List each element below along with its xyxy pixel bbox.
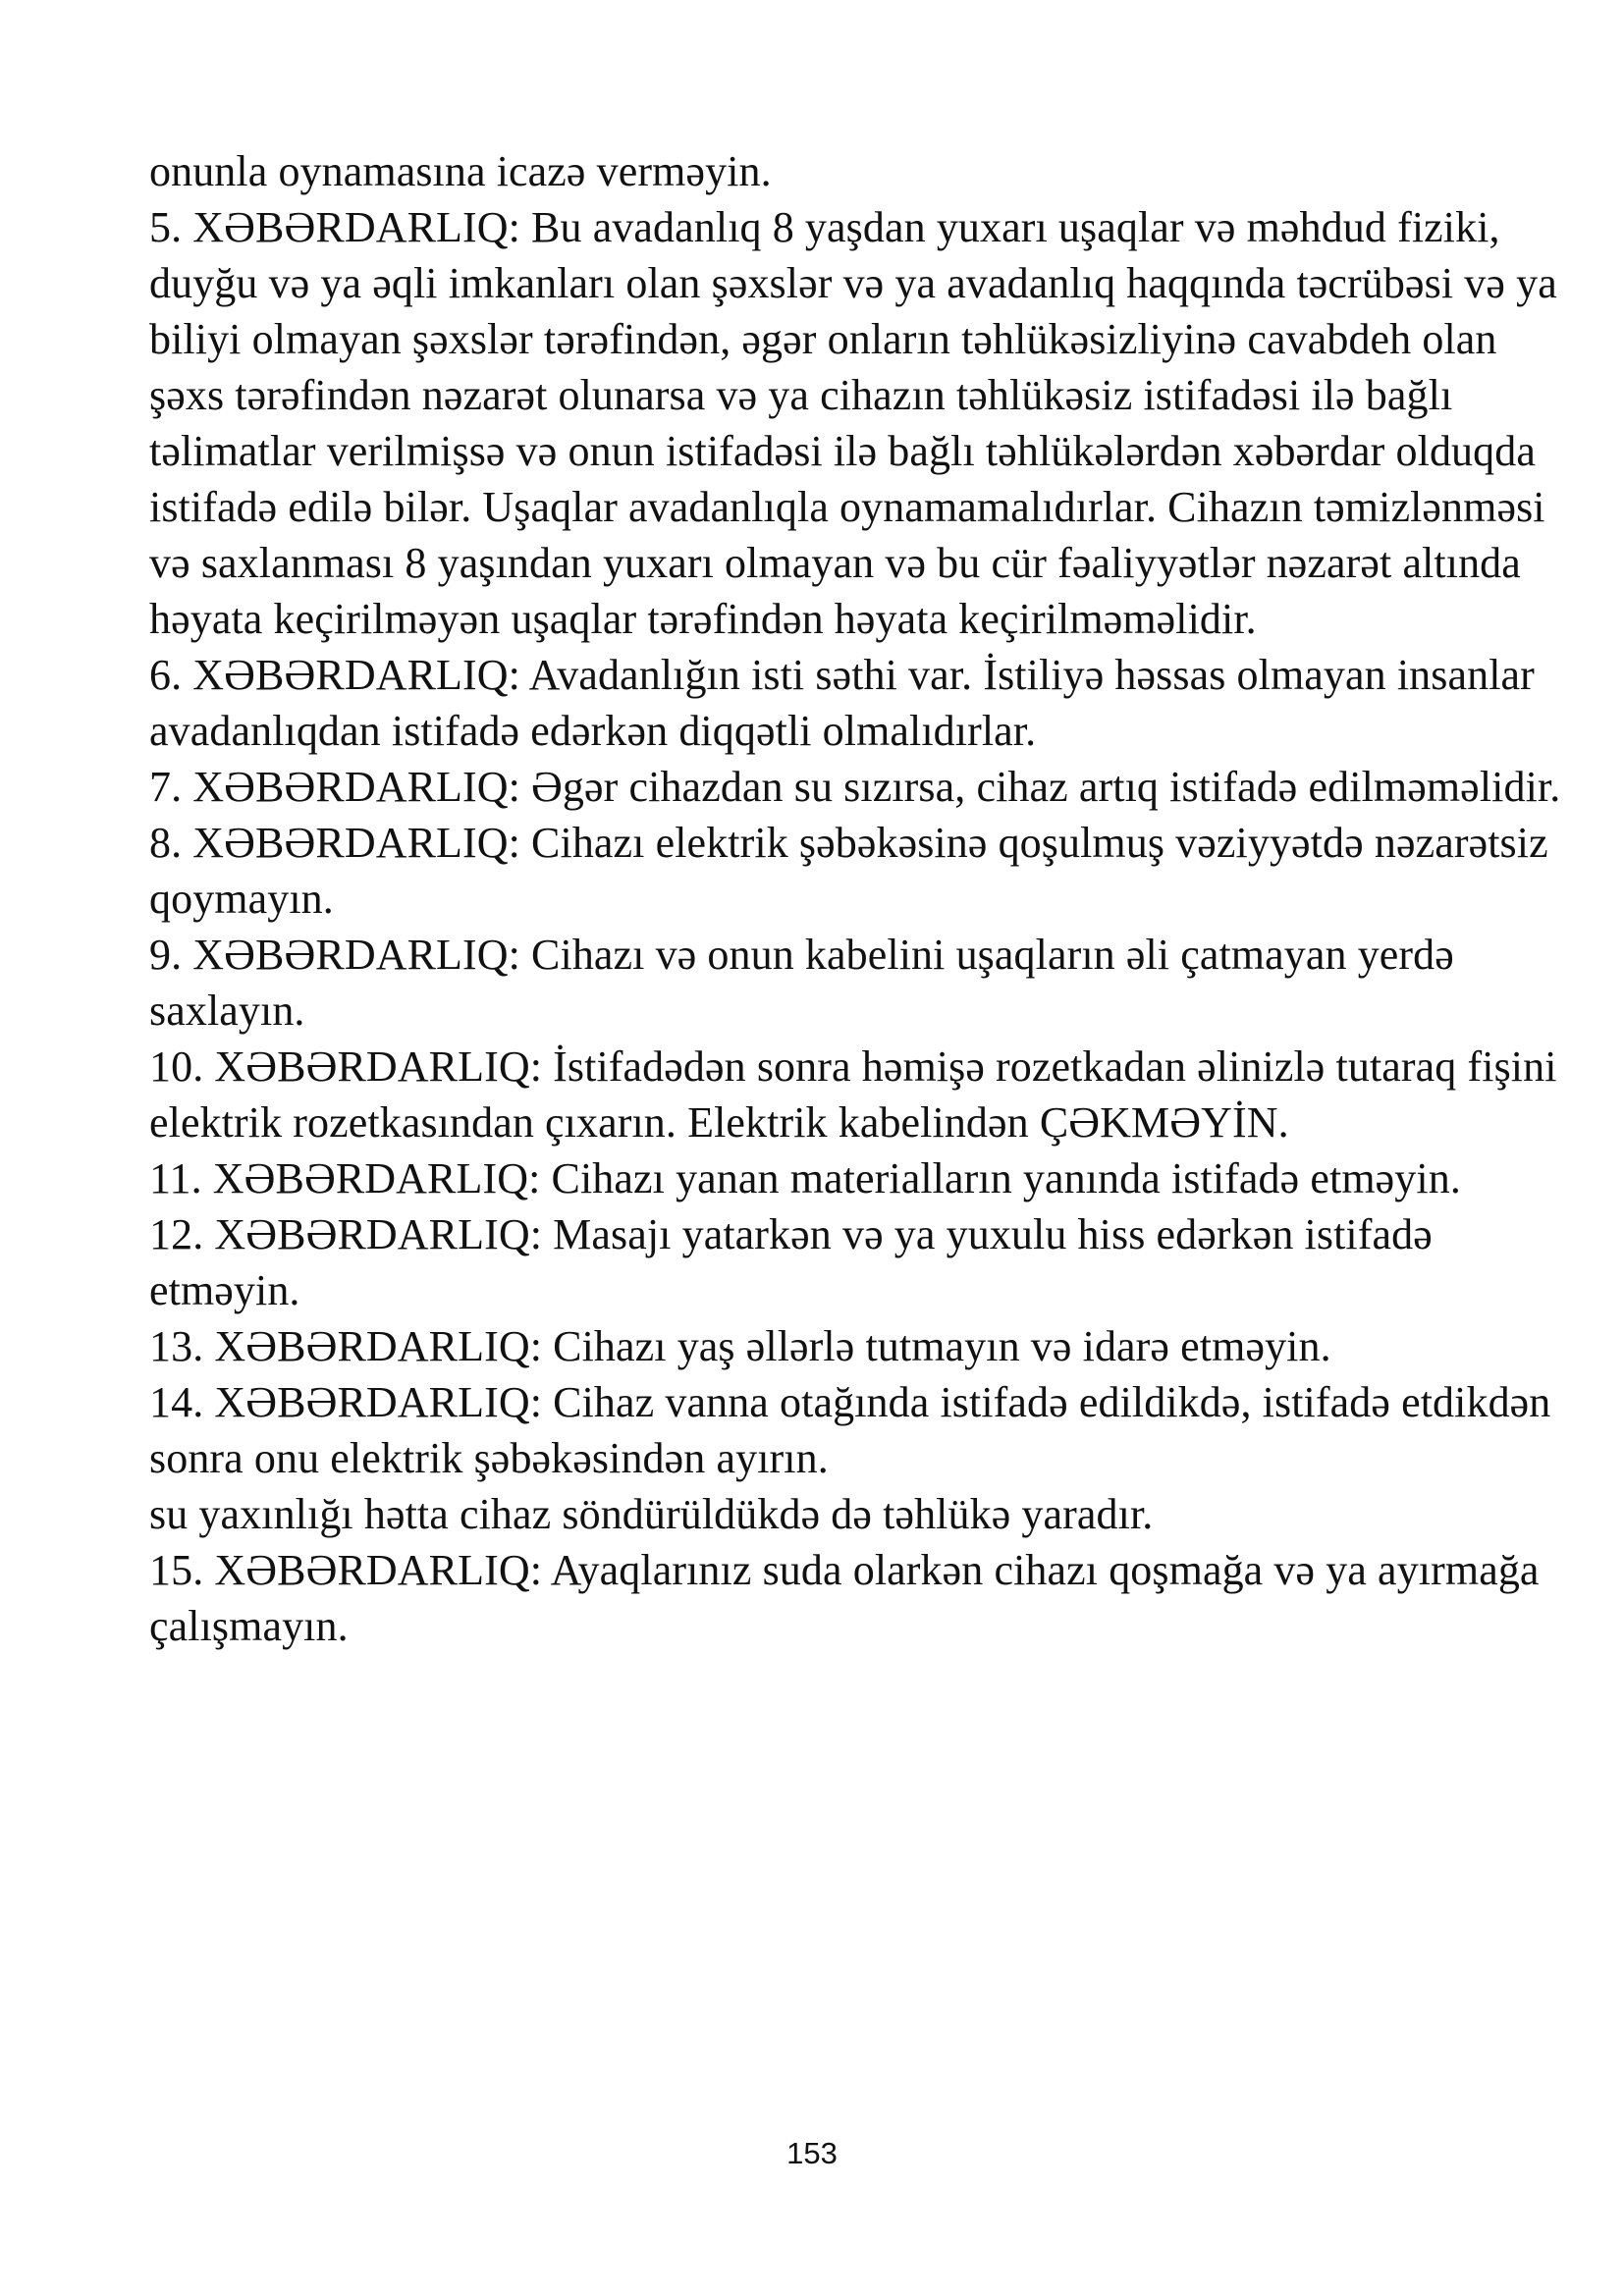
warning-7: 7. XƏBƏRDARLIQ: Əgər cihazdan su sızırsa, cihaz artıq istifadə edilməməlidir. <box>149 763 1561 811</box>
warning-6: 6. XƏBƏRDARLIQ: Avadanlığın isti səthi var. İstiliyə həssas olmayan insanlar avadanlıqdan istifadə edərkən diqqətli olmalıdırlar. <box>149 651 1535 755</box>
warning-13: 13. XƏBƏRDARLIQ: Cihazı yaş əllərlə tutmayın və idarə etməyin. <box>149 1322 1331 1370</box>
body-text <box>149 143 1563 1654</box>
warning-14-continuation: su yaxınlığı hətta cihaz söndürüldükdə də təhlükə yaradır. <box>149 1490 1154 1538</box>
paragraph-continuation: onunla oynamasına icazə verməyin. <box>149 147 772 195</box>
warning-15: 15. XƏBƏRDARLIQ: Ayaqlarınız suda olarkən cihazı qoşmağa və ya ayırmağa çalışmayın. <box>149 1546 1540 1650</box>
warning-11: 11. XƏBƏRDARLIQ: Cihazı yanan materialların yanında istifadə etməyin. <box>149 1154 1461 1202</box>
warning-10: 10. XƏBƏRDARLIQ: İstifadədən sonra həmişə rozetkadan əlinizlə tutaraq fişini elektrik rozetkasından çıxarın. Elektrik kabelindən ÇƏKMƏYİN. <box>149 1042 1557 1147</box>
warning-14: 14. XƏBƏRDARLIQ: Cihaz vanna otağında istifadə edildikdə, istifadə etdikdən sonra onu elektrik şəbəkəsindən ayırın. <box>149 1378 1551 1482</box>
warning-8: 8. XƏBƏRDARLIQ: Cihazı elektrik şəbəkəsinə qoşulmuş vəziyyətdə nəzarətsiz qoymayın. <box>149 819 1548 923</box>
warning-12: 12. XƏBƏRDARLIQ: Masajı yatarkən və ya yuxulu hiss edərkən istifadə etməyin. <box>149 1210 1433 1314</box>
warning-9: 9. XƏBƏRDARLIQ: Cihazı və onun kabelini uşaqların əli çatmayan yerdə saxlayın. <box>149 931 1454 1035</box>
warning-5: 5. XƏBƏRDARLIQ: Bu avadanlıq 8 yaşdan yuxarı uşaqlar və məhdud fiziki, duyğu və ya əqli imkanları olan şəxslər və ya avadanlıq haqqında təcrübəsi və ya biliyi olmayan şəxslər tərəfindən, əgər onların təhlükəsizliyinə cavabdeh olan şəxs tərəfindən nəzarət olunarsa və ya cihazın təhlükəsiz istifadəsi ilə bağlı təlimatlar verilmişsə və onun istifadəsi ilə bağlı təhlükələrdən xəbərdar olduqda istifadə edilə bilər. Uşaqlar avadanlıqla oynamamalıdırlar. Cihazın təmizlənməsi və saxlanması 8 yaşından yuxarı olmayan və bu cür fəaliyyətlər nəzarət altında həyata keçirilməyən uşaqlar tərəfindən həyata keçirilməməlidir. <box>149 203 1557 643</box>
page-number: 153 <box>786 2136 838 2170</box>
